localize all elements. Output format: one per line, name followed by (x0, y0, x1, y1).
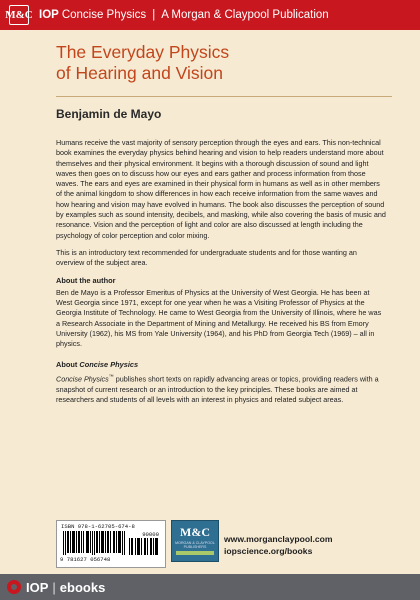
description-block (56, 138, 386, 412)
publication-label: A Morgan & Claypool Publication (161, 9, 329, 21)
isbn-barcode (56, 520, 166, 568)
barcode-digits: 9 781627 056748 (60, 556, 111, 563)
website-iopscience[interactable]: iopscience.org/books (224, 546, 313, 556)
isbn-number: ISBN 978-1-62705-674-8 (61, 523, 135, 530)
trademark-mark: ™ (108, 373, 114, 380)
book-title-line-1: The Everyday Physics (56, 42, 230, 62)
about-series-name: Concise Physics (56, 374, 109, 384)
footer-brand (26, 580, 105, 595)
book-title (56, 42, 386, 84)
publisher-logo (171, 520, 219, 562)
about-author-heading: About the author (56, 275, 116, 285)
publisher-logo-caption: MORGAN & CLAYPOOL PUBLISHERS (175, 541, 215, 549)
description-paragraph-2: This is an introductory text recommended for undergraduate students and for those wanting an overview of the subject area. (56, 247, 357, 268)
publisher-logo-mark: M&C (180, 525, 210, 539)
iop-logo-icon (7, 580, 21, 594)
about-series-body: publishes short texts on rapidly advancing areas or topics, providing readers with a snapshot of current research or an introduction to the key principles. These books are aimed at researchers and students of all levels with an interest in physics and related subject areas. (56, 374, 379, 404)
footer-separator: | (52, 579, 56, 595)
about-series-text (56, 372, 386, 405)
website-morganclaypool[interactable]: www.morganclaypool.com (224, 534, 333, 544)
about-author-text: Ben de Mayo is a Professor Emeritus of Physics at the University of West Georgia. He has been at West Georgia since 1971, except for one year when he was a Visiting Professor of Physics at the Georgia Institute of Technology. He came to West Georgia from the University of Illinois, where he was a Research Associate in the Department of Mining and Metallurgy. He received his BS from Emory University (1962), his MS from Yale University (1964), and his PhD from Georgia Tech (1969) – all in physics. (56, 287, 382, 349)
series-separator: | (152, 9, 156, 21)
about-series-heading-name: Concise Physics (79, 359, 139, 369)
ebooks-footer (0, 574, 420, 600)
book-author: Benjamin de Mayo (56, 107, 162, 121)
description-paragraph-1: Humans receive the vast majority of sensory perception through the eyes and ears. This non-technical book examines the everyday physics behind hearing and vision to help readers understand more about themselves and their physical environment. It begins with a thorough discussion of sound and light waves then goes on to discuss how our eyes and ears gather and process information from those waves. The ears and eyes are examined in their physical form in humans as well as in other members of the animal kingdom to show differences in how each receive information from the same waves and how hearing and vision may have evolved in humans. The book also discusses the perception of sound by examples such as sound intensity, decibels, and masking, while also covering the basis of music and resonance. Vision and the perception of light and color are also discussed at length including the psychology of color perception and color mixing. (56, 138, 386, 240)
series-banner (0, 0, 420, 30)
title-divider (56, 96, 392, 97)
series-name: Concise Physics (61, 9, 147, 21)
publisher-links (224, 533, 333, 557)
price-barcode-icon (129, 538, 159, 555)
barcode-icon (63, 531, 125, 555)
book-title-line-2: of Hearing and Vision (56, 63, 224, 83)
series-brand: IOP (39, 9, 59, 21)
footer-iop: IOP (26, 579, 49, 595)
price-code: 90000 (142, 531, 159, 538)
series-title (39, 9, 329, 21)
footer-ebooks: ebooks (59, 579, 106, 595)
about-series-heading (56, 360, 386, 370)
logo-stripe (176, 551, 214, 555)
about-series-heading-prefix: About (56, 359, 80, 369)
mc-logo-icon: M&C (9, 5, 29, 25)
